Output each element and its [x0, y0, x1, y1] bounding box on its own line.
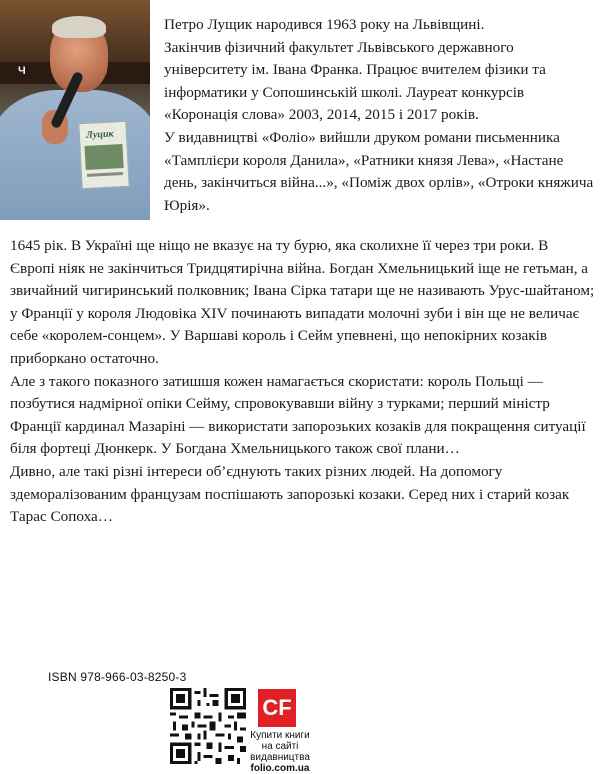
qr-code-icon[interactable] — [170, 688, 246, 764]
annotation-paragraph: Дивно, але такі різні інтереси об’єднують таких різних людей. На допомогу здеморалізованим французам поспішають запорозькі козаки. Серед них і старий козак Тарас Сопоха… — [10, 462, 570, 526]
buy-line: на сайті — [261, 741, 299, 752]
isbn-barcode-label: ISBN 978-966-03-8250-3 — [48, 670, 187, 684]
publisher-url-link[interactable]: folio.com.ua — [250, 763, 310, 774]
annotation-paragraph: 1645 рік. В Україні ще ніщо не вказує на ту бурю, яка сколихне її через три роки. В Європі ніяк не закінчиться Тридцятирічна війна. Богдан Хмельницький іще не гетьман, а звичайний чигиринський полковник; Івана Сірка татари ще не називають Урус-шайтаном; у Франції у короля Людовіка XIV починають випадати молочні зуби і він ще не величає себе «королем-сонцем». У Варшаві король і Сейм упевнені, що непокірних козаків приборкано остаточно. — [10, 237, 595, 367]
buy-books-note — [250, 730, 310, 774]
book-title: Луцик — [85, 128, 114, 141]
book-annotation — [10, 235, 595, 529]
author-photo — [0, 0, 150, 220]
annotation-paragraph: Але з такого показного затишшя кожен намагається скористати: король Польщі — позбутися надмірної опіки Сейму, спровокувавши війну з турками; перший міністр Франції кардинал Мазаріні — використати запорозьких козаків для покращення ситуації біля фортеці Дюнкерк. У Богдана Хмельницького також свої плани… — [10, 372, 586, 458]
publisher-logo: CF — [258, 689, 296, 727]
book-cover-line — [87, 172, 123, 177]
author-hair — [52, 16, 106, 38]
bio-paragraph: Петро Лущик народився 1963 року на Львівщині. — [164, 16, 485, 33]
book-cover-picture — [85, 144, 124, 170]
author-bio — [164, 14, 594, 217]
buy-line: видавництва — [250, 752, 310, 763]
book-in-hand — [78, 121, 129, 189]
bio-paragraph: У видавництві «Фоліо» вийшли друком романи письменника «Тамплієри короля Данила», «Ратники князя Лева», «Настане день, закінчиться війна...», «Поміж двох орлів», «Отроки княжича Юрія». — [164, 128, 594, 214]
buy-line: Купити книги — [250, 730, 310, 741]
bio-paragraph: Закінчив фізичний факультет Львівського державного університету ім. Івана Франка. Працює вчителем фізики та інформатики у Сопошинській школі. Лауреат конкурсів «Коронація слова» 2003, 2014, 2015 і 2017 років. — [164, 38, 546, 124]
banner-letter-left: Ч — [18, 65, 26, 77]
